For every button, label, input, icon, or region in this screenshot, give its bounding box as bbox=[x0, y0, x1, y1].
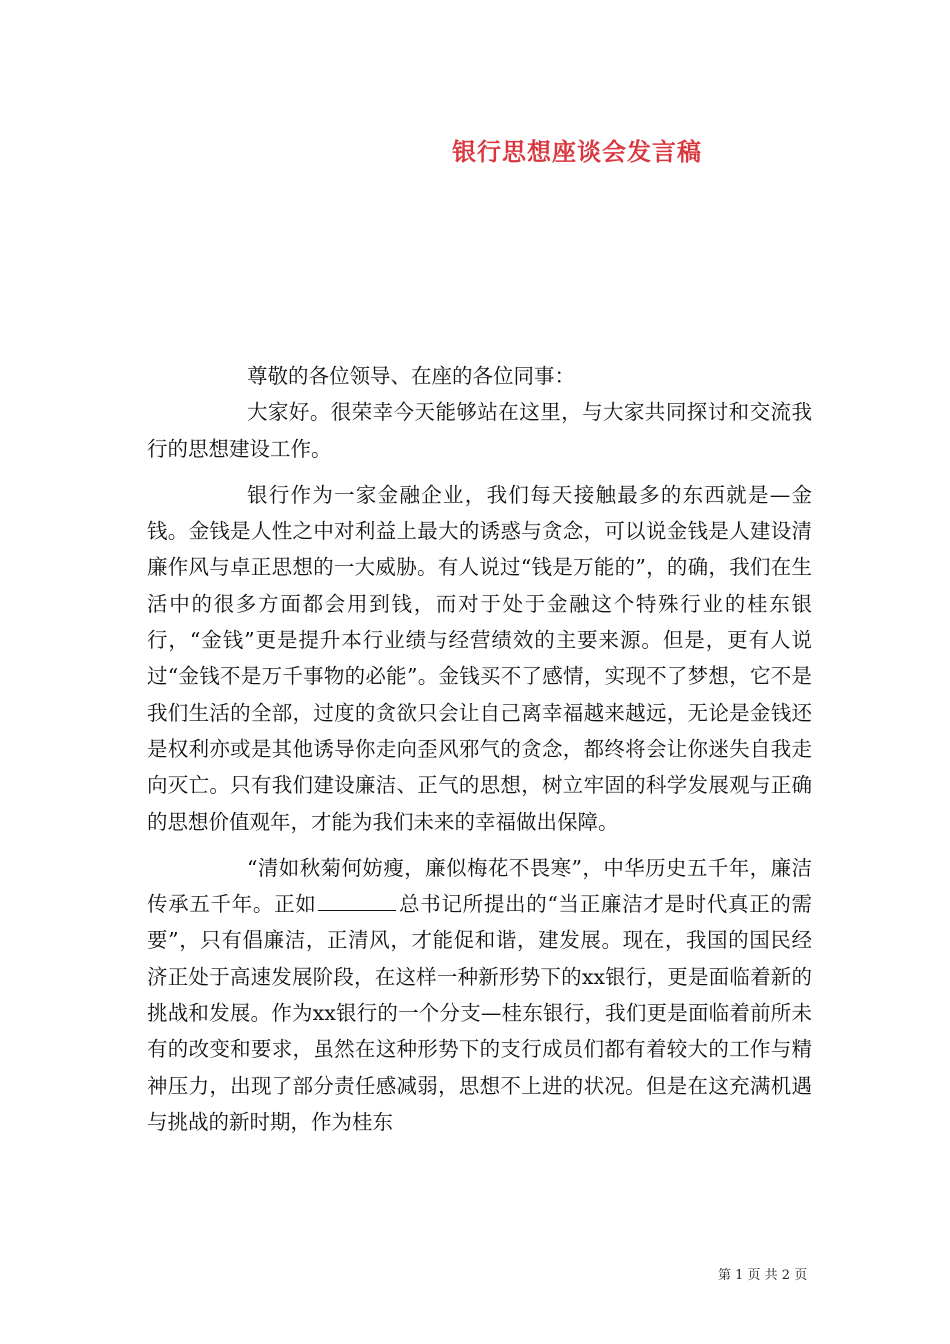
paragraph-3 bbox=[147, 850, 812, 1140]
paragraph-3-part-2: 总书记所提出的“当正廉洁才是时代真正的需要”，只有倡廉洁，正清风，才能促和谐，建发展。现在，我国的国民经济正处于高速发展阶段，在这样一种新形势下的xx银行，更是面临着新的挑战和发展。作为xx银行的一个分支—桂东银行，我们更是面临着前所未有的改变和要求，虽然在这种形势下的支行成员们都有着较大的工作与精神压力，出现了部分责任感减弱，思想不上进的状况。但是在这充满机遇与挑战的新时期，作为桂东 bbox=[147, 892, 812, 1134]
salutation: 尊敬的各位领导、在座的各位同事： bbox=[247, 364, 575, 388]
fill-in-blank bbox=[318, 890, 396, 911]
paragraph-2: 银行作为一家金融企业，我们每天接触最多的东西就是—金钱。金钱是人性之中对利益上最大的诱惑与贪念，可以说金钱是人建设清廉作风与卓正思想的一大威胁。有人说过“钱是万能的”，的确，我们在生活中的很多方面都会用到钱，而对于处于金融这个特殊行业的桂东银行，“金钱”更是提升本行业绩与经营绩效的主要来源。但是，更有人说过“金钱不是万千事物的必能”。金钱买不了感情，实现不了梦想，它不是我们生活的全部，过度的贪欲只会让自己离幸福越来越远，无论是金钱还是权利亦或是其他诱导你走向歪风邪气的贪念，都终将会让你迷失自我走向灭亡。只有我们建设廉洁、正气的思想，树立牢固的科学发展观与正确的思想价值观年，才能为我们未来的幸福做出保障。 bbox=[147, 482, 812, 834]
document-title: 银行思想座谈会发言稿 bbox=[452, 137, 702, 166]
paragraph-1: 大家好。很荣幸今天能够站在这里，与大家共同探讨和交流我行的思想建设工作。 bbox=[147, 400, 812, 461]
paragraph-3-part-1: “清如秋菊何妨瘦，廉似梅花不畏寒”，中华历史五千年，廉洁传承五千年。正如 bbox=[147, 855, 812, 917]
document-body bbox=[147, 358, 812, 1140]
page-number-footer: 第 1 页 共 2 页 bbox=[718, 1268, 808, 1283]
